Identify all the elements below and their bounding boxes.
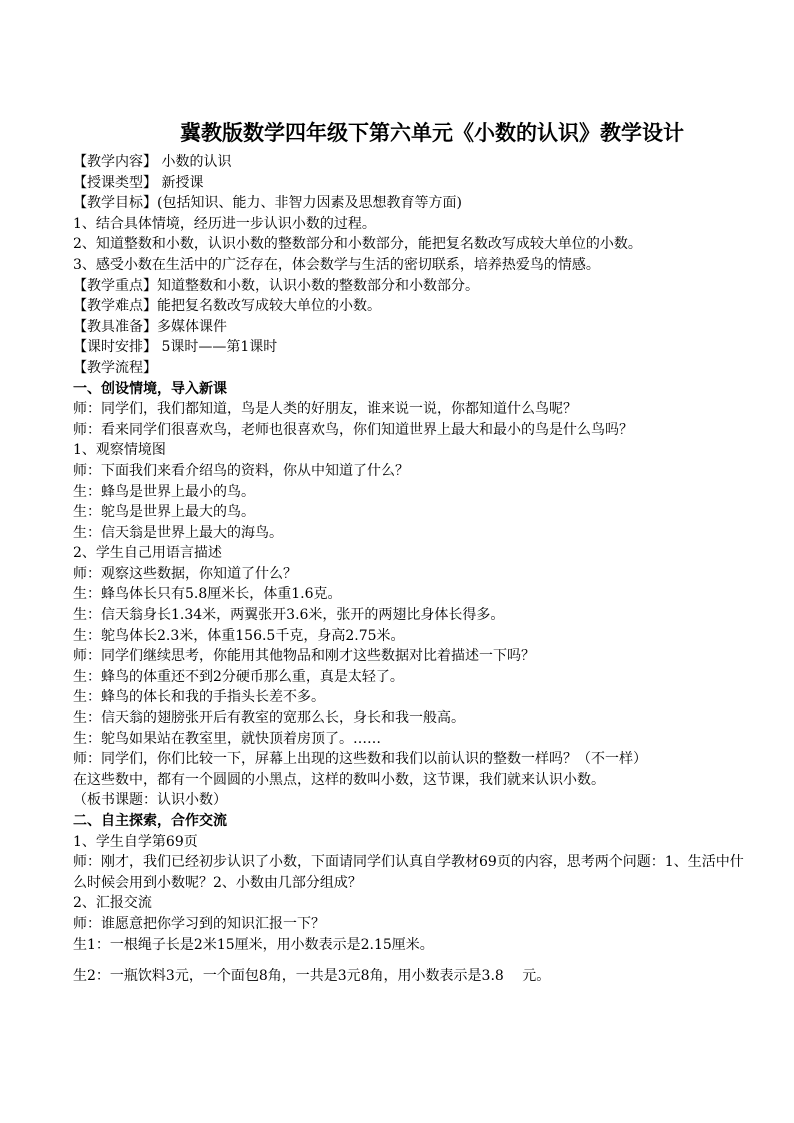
meta-schedule: 【课时安排】 5课时——第1课时 [73, 339, 278, 356]
meta-content: 【教学内容】 小数的认识 [73, 154, 232, 170]
section-heading-1: 一、创设情境，导入新课 [73, 380, 227, 397]
document-page [73, 118, 763, 987]
lesson-meta [73, 152, 763, 379]
paragraph: 生：鸵鸟是世界上最大的鸟。 [73, 504, 255, 521]
paragraph: 生：信天翁身长1.34米，两翼张开3.6米，张开的两翅比身体长得多。 [73, 607, 505, 624]
meta-key-point: 【教学重点】知道整数和小数，认识小数的整数部分和小数部分。 [73, 277, 479, 294]
paragraph: 1、学生自学第69页 [73, 833, 198, 850]
meta-goal-3: 3、感受小数在生活中的广泛存在，体会数学与生活的密切联系，培养热爱鸟的情感。 [73, 256, 600, 273]
paragraph: 生：信天翁的翅膀张开后有教室的宽那么长，身长和我一般高。 [73, 710, 465, 727]
paragraph: 师：下面我们来看介绍鸟的资料，你从中知道了什么？ [73, 462, 409, 479]
meta-goal-2: 2、知道整数和小数，认识小数的整数部分和小数部分，能把复名数改写成较大单位的小数。 [73, 236, 642, 253]
meta-flow: 【教学流程】 [73, 359, 157, 376]
meta-type: 【授课类型】 新授课 [73, 174, 204, 191]
paragraph: 师：刚才，我们已经初步认识了小数，下面请同学们认真自学教材69页的内容，思考两个问题：1、生活中什么时候会用到小数呢？2、小数由几部分组成？ [73, 854, 744, 891]
paragraph: 师：看来同学们很喜欢鸟，老师也很喜欢鸟，你们知道世界上最大和最小的鸟是什么鸟吗？ [73, 421, 633, 438]
paragraph: 生：蜂鸟的体重还不到2分硬币那么重，真是太轻了。 [73, 668, 404, 685]
paragraph: 生：蜂鸟的体长和我的手指头长差不多。 [73, 689, 325, 706]
paragraph: （板书课题：认识小数） [73, 792, 227, 809]
paragraph-gap [73, 955, 763, 966]
paragraph: 生：鸵鸟如果站在教室里，就快顶着房顶了。…… [73, 730, 381, 747]
paragraph: 生：蜂鸟是世界上最小的鸟。 [73, 483, 255, 500]
meta-goals: 【教学目标】(包括知识、能力、非智力因素及思想教育等方面) [73, 195, 462, 212]
section-heading-2: 二、自主探索，合作交流 [73, 813, 227, 829]
paragraph: 生：鸵鸟体长2.3米，体重156.5千克，身高2.75米。 [73, 627, 405, 644]
paragraph: 在这些数中，都有一个圆圆的小黑点，这样的数叫小数，这节课，我们就来认识小数。 [73, 771, 605, 788]
paragraph: 2、汇报交流 [73, 895, 152, 912]
document-title: 冀教版数学四年级下第六单元《小数的认识》教学设计 [180, 120, 684, 145]
meta-materials: 【教具准备】多媒体课件 [73, 318, 227, 335]
paragraph: 师：同学们，你们比较一下，屏幕上出现的这些数和我们以前认识的整数一样吗？（不一样） [73, 751, 647, 768]
section-1-body [73, 399, 763, 811]
paragraph: 生1：一根绳子长是2米15厘米，用小数表示是2.15厘米。 [73, 936, 434, 953]
paragraph: 生2：一瓶饮料3元，一个面包8角，一共是3元8角，用小数表示是3.8 元。 [73, 968, 551, 985]
paragraph: 生：信天翁是世界上最大的海鸟。 [73, 524, 283, 541]
section-2-body [73, 832, 763, 987]
meta-difficulty: 【教学难点】能把复名数改写成较大单位的小数。 [73, 298, 381, 315]
paragraph: 师：同学们继续思考，你能用其他物品和刚才这些数据对比着描述一下吗？ [73, 648, 535, 665]
paragraph: 师：同学们，我们都知道，鸟是人类的好朋友，谁来说一说，你都知道什么鸟呢？ [73, 401, 577, 418]
paragraph: 2、学生自己用语言描述 [73, 545, 222, 562]
paragraph: 1、观察情境图 [73, 442, 166, 459]
paragraph: 师：观察这些数据，你知道了什么？ [73, 565, 297, 582]
paragraph: 生：蜂鸟体长只有5.8厘米长，体重1.6克。 [73, 586, 342, 603]
paragraph: 师：谁愿意把你学习到的知识汇报一下？ [73, 915, 325, 932]
meta-goal-1: 1、结合具体情境，经历进一步认识小数的过程。 [73, 215, 376, 232]
